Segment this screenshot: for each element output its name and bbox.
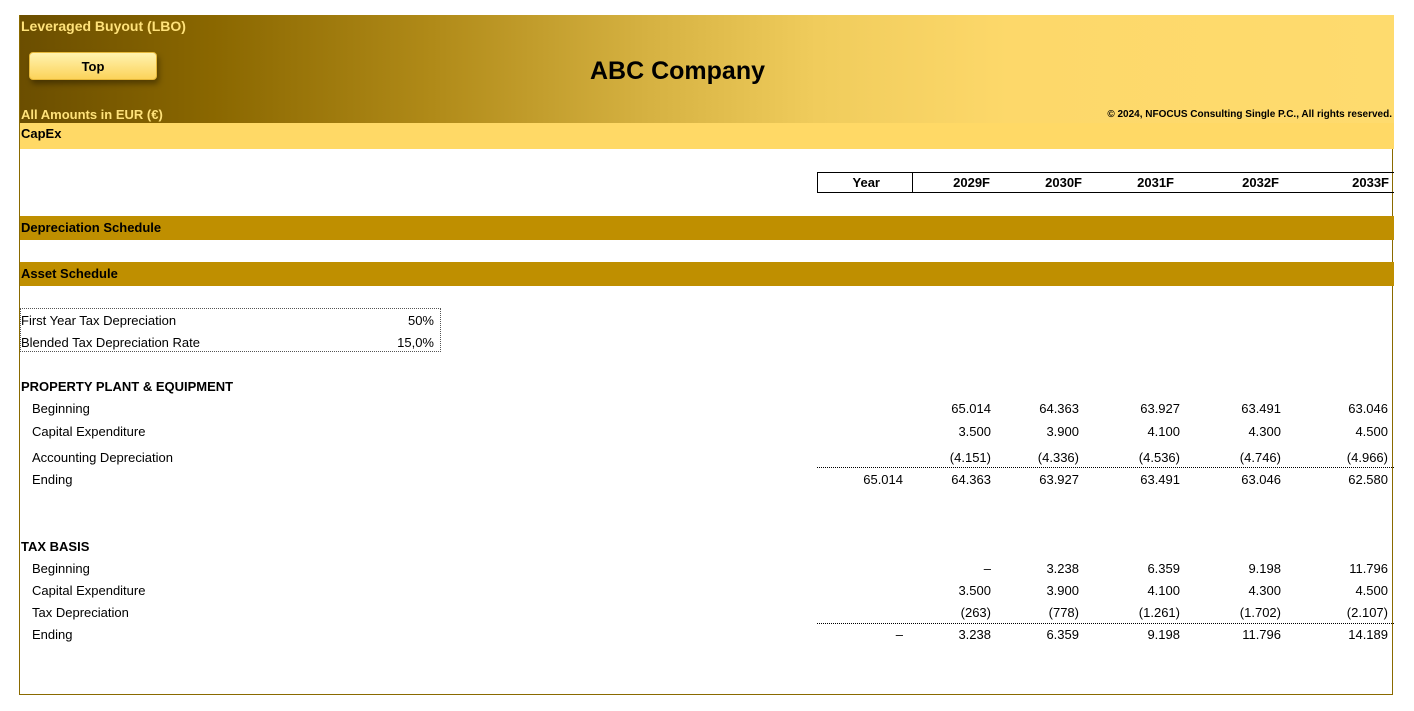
value-cell: 3.900 [1046,583,1079,598]
value-cell: 63.927 [1140,401,1180,416]
row-label: Beginning [32,561,90,576]
top-button[interactable]: Top [29,52,157,80]
spreadsheet-sheet [19,15,1393,695]
base-cell: 65.014 [863,472,903,487]
value-cell: 4.100 [1147,424,1180,439]
tax-basis-title: TAX BASIS [21,539,90,554]
value-cell: (1.261) [1138,605,1180,620]
ppe-title: PROPERTY PLANT & EQUIPMENT [21,379,234,394]
value-cell: 4.500 [1355,583,1388,598]
value-cell: (4.966) [1346,450,1388,465]
value-cell: 14.189 [1348,627,1388,642]
depreciation-schedule-title: Depreciation Schedule [21,220,162,235]
value-cell: 64.363 [1039,401,1079,416]
value-cell: 63.491 [1140,472,1180,487]
assumption-label: First Year Tax Depreciation [21,313,177,328]
sheet-title: CapEx [21,126,62,141]
year-header-row [817,172,1394,193]
value-cell: (4.151) [949,450,991,465]
year-label: Year [852,175,880,190]
value-cell: 3.238 [958,627,991,642]
value-cell: 63.046 [1348,401,1388,416]
value-cell: 63.927 [1039,472,1079,487]
value-cell: 3.500 [958,583,991,598]
copyright-note: © 2024, NFOCUS Consulting Single P.C., All rights reserved. [1107,109,1392,120]
value-cell: 3.500 [958,424,991,439]
row-label: Capital Expenditure [32,583,146,598]
value-cell: 63.491 [1241,401,1281,416]
value-cell: 11.796 [1242,627,1281,642]
value-cell: – [983,561,991,576]
asset-schedule-title: Asset Schedule [21,266,118,281]
value-cell: 63.046 [1241,472,1281,487]
year-2031: 2031F [1137,175,1174,190]
header-banner [20,15,1394,123]
depreciation-schedule-band [20,216,1394,240]
value-cell: 4.100 [1147,583,1180,598]
year-2030: 2030F [1045,175,1082,190]
value-cell: 65.014 [951,401,991,416]
value-cell: 6.359 [1147,561,1180,576]
subtotal-rule [817,623,1394,624]
company-name: ABC Company [590,57,766,85]
row-label: Tax Depreciation [32,605,129,620]
value-cell: 4.300 [1248,583,1281,598]
model-title: Leveraged Buyout (LBO) [21,18,186,34]
year-2029: 2029F [953,175,990,190]
subtotal-rule [817,467,1394,468]
assumption-value[interactable]: 50% [407,313,434,328]
row-label: Beginning [32,401,90,416]
asset-schedule-band [20,262,1394,286]
value-cell: 64.363 [951,472,991,487]
value-cell: (778) [1048,605,1079,620]
value-cell: (1.702) [1239,605,1281,620]
value-cell: 11.796 [1349,561,1388,576]
base-cell: – [895,627,903,642]
value-cell: 9.198 [1147,627,1180,642]
value-cell: (2.107) [1346,605,1388,620]
row-label: Capital Expenditure [32,424,146,439]
value-cell: (4.746) [1239,450,1281,465]
year-header-divider [912,172,913,193]
value-cell: 4.300 [1248,424,1281,439]
assumption-label: Blended Tax Depreciation Rate [21,335,200,350]
value-cell: 6.359 [1046,627,1079,642]
value-cell: 62.580 [1348,472,1388,487]
value-cell: (4.536) [1138,450,1180,465]
assumption-value[interactable]: 15,0% [397,335,434,350]
row-label: Accounting Depreciation [32,450,173,465]
year-2033: 2033F [1352,175,1389,190]
value-cell: (263) [960,605,991,620]
value-cell: (4.336) [1037,450,1079,465]
value-cell: 4.500 [1355,424,1388,439]
year-2032: 2032F [1242,175,1279,190]
value-cell: 9.198 [1248,561,1281,576]
row-label: Ending [32,627,73,642]
value-cell: 3.238 [1046,561,1079,576]
value-cell: 3.900 [1046,424,1079,439]
currency-note: All Amounts in EUR (€) [21,107,163,122]
row-label: Ending [32,472,73,487]
sheet-title-band [20,123,1394,149]
